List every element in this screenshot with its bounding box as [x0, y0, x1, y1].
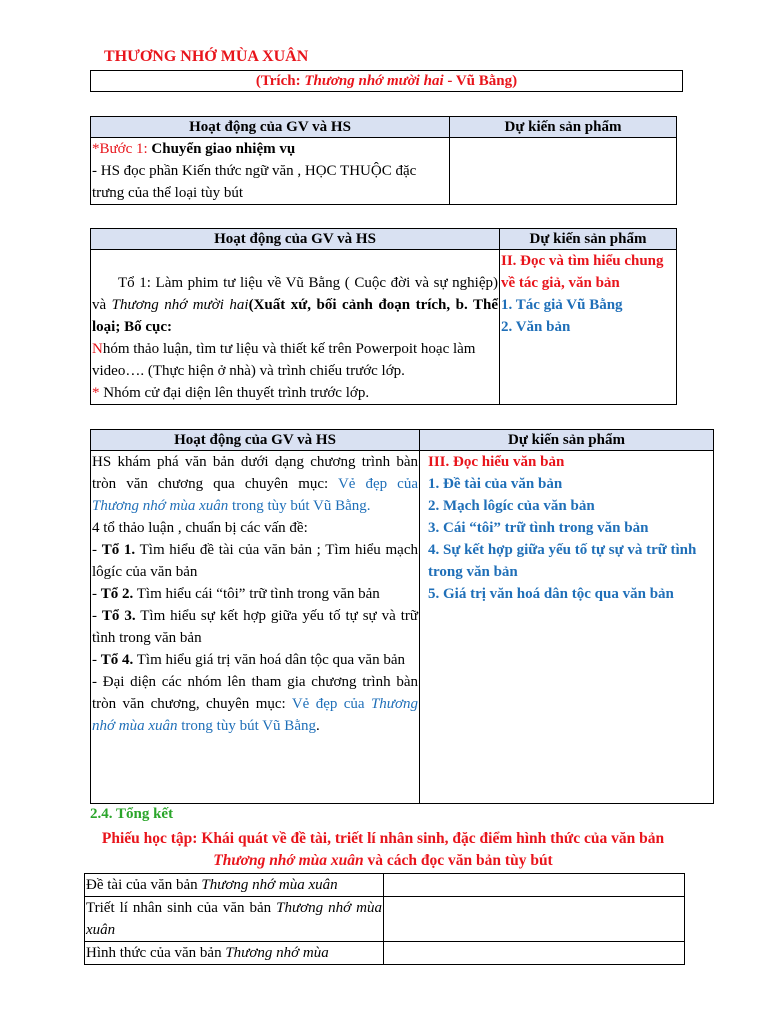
- table3-right-item: 3. Cái “tôi” trữ tình trong văn bản: [428, 520, 649, 536]
- table3-right-item: 4. Sự kết hợp giữa yếu tố tự sự và trữ tình trong văn bản: [428, 542, 697, 580]
- table2-right-item: 1. Tác giả Vũ Bằng: [501, 297, 623, 313]
- excerpt-work: Thương nhớ mười hai: [304, 73, 444, 89]
- summary-heading: 2.4. Tổng kết: [90, 806, 174, 822]
- table3-activity-cell: [91, 451, 420, 804]
- worksheet-answer-cell[interactable]: [384, 942, 685, 965]
- table3-prep: 4 tổ thảo luận , chuẩn bị các vấn đề:: [92, 520, 308, 536]
- table2-paragraph-2: Nhóm thảo luận, tìm tư liệu và thiết kế trên Powerpoit hoạc làm video…. (Thực hiện ở nhà) và trình chiếu trước lớp.: [92, 341, 476, 379]
- group-task: - Tổ 2. Tìm hiểu cái “tôi” trữ tình trong văn bản: [92, 586, 380, 602]
- table1-activity-cell: [91, 138, 450, 205]
- worksheet-table: [84, 873, 685, 965]
- table1-header-activity: Hoạt động của GV và HS: [91, 117, 450, 138]
- table2-right-heading: II. Đọc và tìm hiểu chung về tác giả, văn bản: [501, 253, 664, 291]
- excerpt-suffix: - Vũ Bằng): [443, 73, 518, 89]
- document-title: THƯƠNG NHỚ MÙA XUÂN: [104, 48, 309, 65]
- table3-right-item: 1. Đề tài của văn bản: [428, 476, 563, 492]
- table2-header-activity: Hoạt động của GV và HS: [91, 229, 500, 250]
- table1-line: - HS đọc phần Kiến thức ngữ văn , HỌC THUỘC đặc trưng của thể loại tùy bút: [92, 163, 417, 201]
- table2-product-cell: [500, 250, 677, 405]
- table-row: [85, 874, 685, 897]
- table3-product-cell: [420, 451, 714, 804]
- group-task: - Tổ 4. Tìm hiểu giá trị văn hoá dân tộc qua văn bản: [92, 652, 405, 668]
- table3-right-heading: III. Đọc hiểu văn bản: [428, 454, 565, 470]
- group-task: - Tổ 1. Tìm hiểu đề tài của văn bản ; Tìm hiểu mạch lôgíc của văn bản: [92, 542, 418, 580]
- table3-header-activity: Hoạt động của GV và HS: [91, 430, 420, 451]
- step-title: Chuyển giao nhiệm vụ: [151, 141, 296, 157]
- table-row: [85, 897, 685, 942]
- table3-intro: HS khám phá văn bản dưới dạng chương trình bàn tròn văn chương qua chuyên mục: Vẻ đẹp của Thương nhớ mùa xuân trong tùy bút Vũ Bằng.: [92, 454, 418, 514]
- table1-header-product: Dự kiến sản phẩm: [450, 117, 677, 138]
- table2-header-product: Dự kiến sản phẩm: [500, 229, 677, 250]
- worksheet-answer-cell[interactable]: [384, 897, 685, 942]
- step-label: *Bước 1:: [92, 141, 152, 157]
- worksheet-label-cell: Triết lí nhân sinh của văn bản Thương nhớ mùa xuân: [85, 897, 384, 942]
- table-row: [85, 942, 685, 965]
- excerpt-box: [90, 70, 683, 92]
- table2-right-item: 2. Văn bản: [501, 319, 571, 335]
- activity-table-1: [90, 116, 677, 205]
- excerpt-prefix: (Trích:: [255, 73, 305, 89]
- table2-paragraph-1: Tổ 1: Làm phim tư liệu về Vũ Bằng ( Cuộc đời và sự nghiệp) và Thương nhớ mười hai(Xuất xứ, bối cảnh đoạn trích, b. Thể loại; Bố cục:: [92, 275, 498, 335]
- table2-paragraph-3: * Nhóm cử đại diện lên thuyết trình trước lớp.: [92, 385, 370, 401]
- worksheet-label-cell: Hình thức của văn bản Thương nhớ mùa: [85, 942, 384, 965]
- table3-outro: - Đại diện các nhóm lên tham gia chương trình bàn tròn văn chương, chuyên mục: Vẻ đẹp của Thương nhớ mùa xuân trong tùy bút Vũ Bằng.: [92, 674, 418, 734]
- table3-right-item: 5. Giá trị văn hoá dân tộc qua văn bản: [428, 586, 674, 602]
- table3-header-product: Dự kiến sản phẩm: [420, 430, 714, 451]
- worksheet-label-cell: Đề tài của văn bản Thương nhớ mùa xuân: [85, 874, 384, 897]
- table2-activity-cell: [91, 250, 500, 405]
- worksheet-title: Phiếu học tập: Khái quát về đề tài, triết lí nhân sinh, đặc điểm hình thức của văn bản Thương nhớ mùa xuân và cách đọc văn bản tùy bút: [101, 830, 665, 869]
- table3-right-item: 2. Mạch lôgíc của văn bản: [428, 498, 595, 514]
- table1-product-cell: [450, 138, 677, 205]
- activity-table-3: [90, 429, 714, 804]
- activity-table-2: [90, 228, 677, 405]
- group-task: - Tổ 3. Tìm hiểu sự kết hợp giữa yếu tố tự sự và trữ tình trong văn bản: [92, 608, 418, 646]
- worksheet-answer-cell[interactable]: [384, 874, 685, 897]
- work-title: Thương nhớ mười hai: [111, 297, 249, 313]
